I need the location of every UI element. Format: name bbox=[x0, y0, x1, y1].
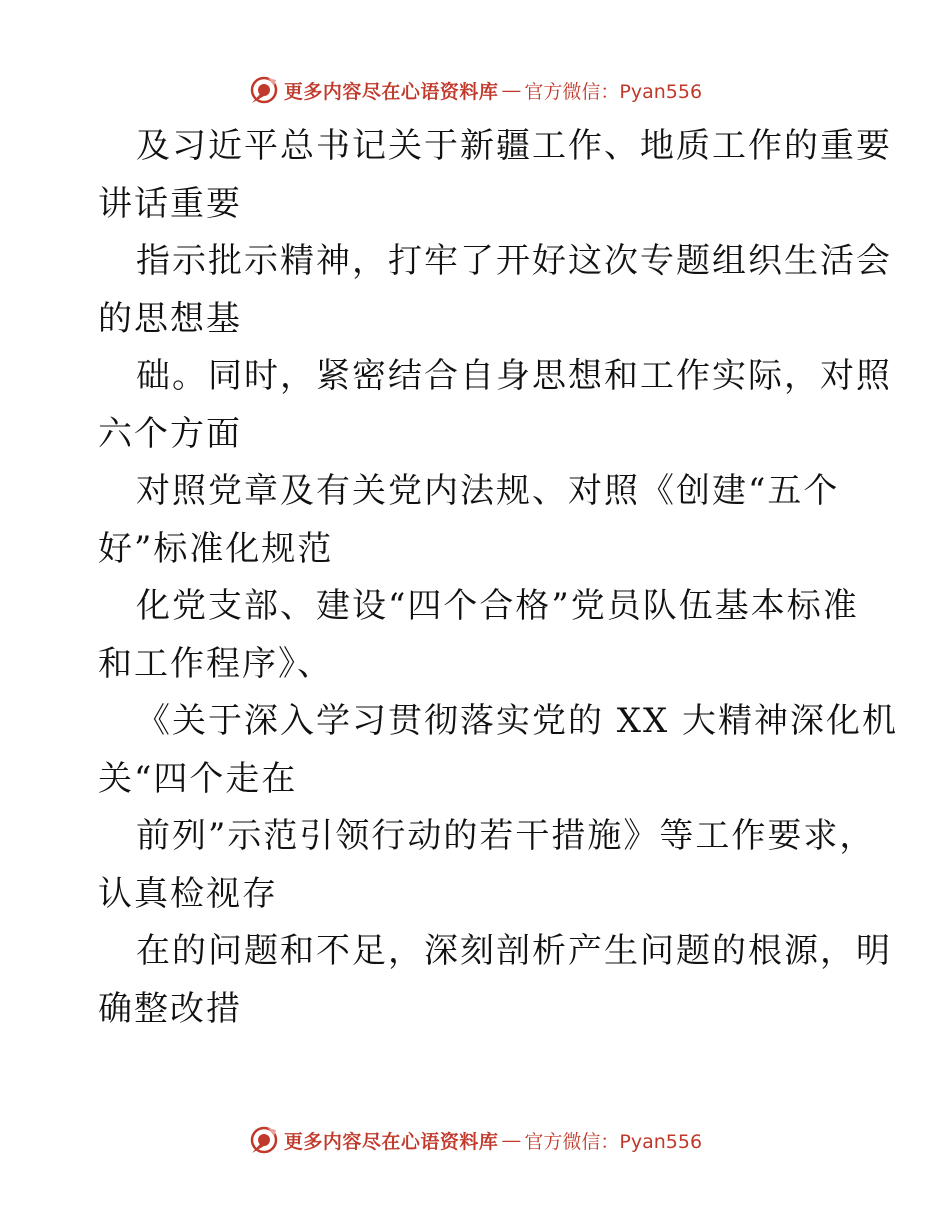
body-line: 前列”示范引领行动的若干措施》等工作要求， bbox=[136, 816, 876, 856]
body-line: 关“四个走在 bbox=[98, 758, 298, 799]
header-banner-content bbox=[248, 74, 702, 106]
body-line: 确整改措 bbox=[98, 988, 242, 1029]
footer-contact-text: 官方微信：Pyan556 bbox=[524, 1130, 703, 1153]
body-line: 对照党章及有关党内法规、对照《创建“五个 bbox=[136, 471, 840, 511]
body-line: 认真检视存 bbox=[98, 873, 278, 914]
footer-brand-text: 更多内容尽在心语资料库 bbox=[283, 1130, 499, 1153]
body-line: 指示批示精神，打牢了开好这次专题组织生活会 bbox=[136, 241, 892, 281]
body-line: 的思想基 bbox=[98, 298, 242, 339]
body-line: 础。同时，紧密结合自身思想和工作实际，对照 bbox=[136, 356, 892, 396]
header-contact-text: 官方微信：Pyan556 bbox=[524, 80, 703, 103]
footer-separator: — bbox=[502, 1129, 521, 1150]
body-line: 和工作程序》、 bbox=[98, 643, 333, 684]
footer-banner-content bbox=[248, 1124, 702, 1156]
header-separator: — bbox=[502, 79, 521, 100]
body-line: 及习近平总书记关于新疆工作、地质工作的重要 bbox=[136, 126, 892, 166]
header-brand-text: 更多内容尽在心语资料库 bbox=[283, 80, 499, 103]
body-line: 化党支部、建设“四个合格”党员队伍基本标准 bbox=[136, 586, 859, 626]
body-line: 好”标准化规范 bbox=[98, 528, 334, 569]
footer-banner bbox=[0, 1120, 950, 1160]
document-body bbox=[98, 118, 899, 1038]
body-line: 《关于深入学习贯彻落实党的 XX 大精神深化机 bbox=[136, 701, 899, 741]
header-banner bbox=[0, 70, 950, 110]
body-line: 在的问题和不足，深刻剖析产生问题的根源，明 bbox=[136, 931, 892, 971]
body-line: 讲话重要 bbox=[98, 183, 242, 224]
pen-nib-circle-icon bbox=[248, 1124, 280, 1156]
pen-nib-circle-icon bbox=[248, 74, 280, 106]
body-line: 六个方面 bbox=[98, 413, 242, 454]
